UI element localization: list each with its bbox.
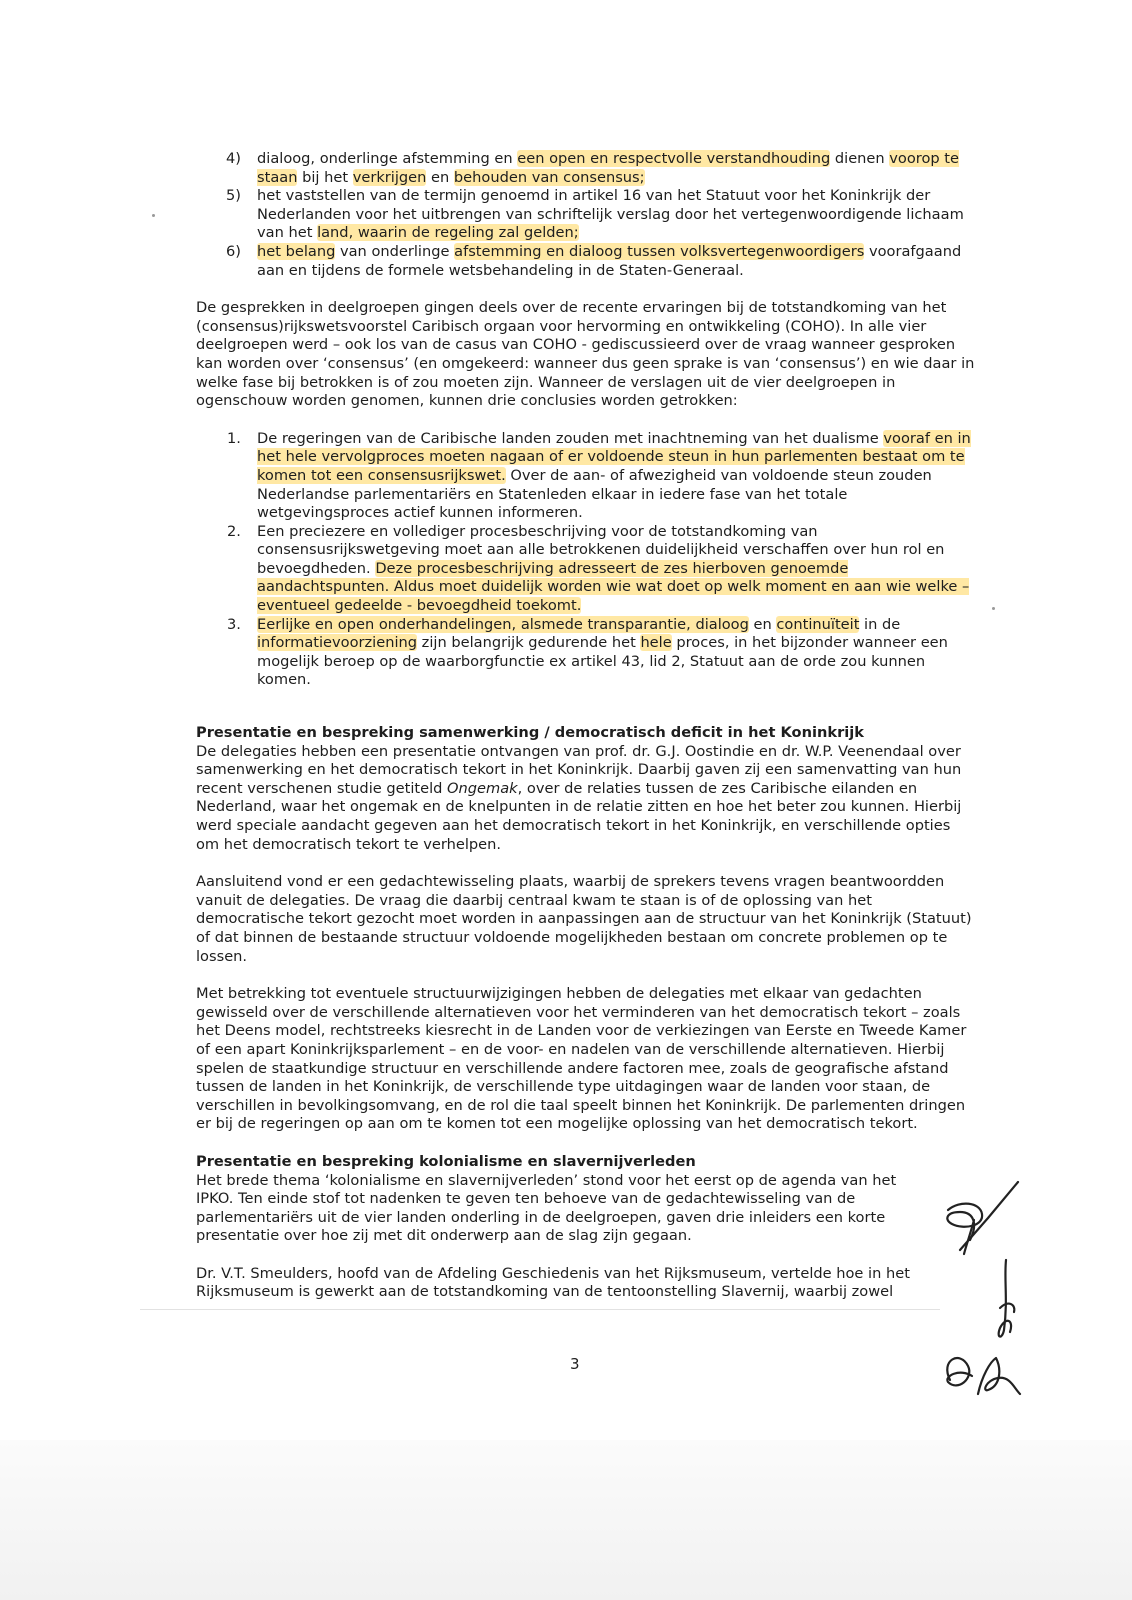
text: dienen bbox=[830, 150, 890, 167]
paragraph: Aansluitend vond er een gedachtewisseling plaats, waarbij de sprekers tevens vragen beantwoordden vanuit de delegaties. De vraag die daarbij centraal kwam te staan is of de oplossing van het democratische tekort gezocht moet worden in aanpassingen aan de structuur van het Koninkrijk (Statuut) of dat binnen de bestaande structuur voldoende mogelijkheden bestaan om concrete problemen op te lossen. bbox=[196, 873, 972, 965]
text: Een preciezere en vollediger procesbeschrijving voor de totstandkoming van consensusrijkswetgeving moet aan alle betrokkenen duidelijkheid verschaffen over hun rol en bevoegdheden. bbox=[257, 522, 945, 577]
signature-initials bbox=[930, 1180, 1040, 1410]
highlight: een open en respectvolle verstandhouding bbox=[517, 150, 831, 167]
scan-speck bbox=[992, 607, 995, 610]
highlight: vooraf en in het hele vervolgproces moeten nagaan of er voldoende steun in hun parlementen bestaat om te komen tot een consensusrijkswet. bbox=[257, 429, 971, 484]
list-item bbox=[196, 187, 976, 243]
text: en bbox=[748, 615, 777, 633]
highlight: afstemming en dialoog tussen volksvertegenwoordigers bbox=[454, 242, 865, 260]
highlight: hele bbox=[640, 634, 672, 652]
highlight: het belang bbox=[257, 242, 336, 260]
text: het vaststellen van de termijn genoemd in artikel 16 van het Statuut voor het Koninkrijk der Nederlanden voor het uitbrengen van schriftelijk verslag door het vertegenwoordigende lichaam van het bbox=[257, 187, 964, 242]
list-item bbox=[196, 616, 976, 690]
section-heading: Presentatie en bespreking samenwerking / democratisch deficit in het Koninkrijk bbox=[196, 724, 864, 742]
paragraph: De gesprekken in deelgroepen gingen deels over de recente ervaringen bij de totstandkoming van het (consensus)rijkswetsvoorstel Caribisch orgaan voor hervorming en ontwikkeling (COHO). In alle vier deelgroepen werd – ook los van de casus van COHO - gediscussieerd over de vraag wanneer gesproken kan worden over ‘consensus’ (en omgekeerd: wanneer dus geen sprake is van ‘consensus’) en wie daar in welke fase bij betrokken is of zou moeten zijn. Wanneer de verslagen uit de vier deelgroepen in ogenschouw worden genomen, kunnen drie conclusies worden getrokken: bbox=[196, 299, 975, 410]
text: zijn belangrijk gedurende het bbox=[417, 634, 641, 652]
list-number: 6) bbox=[226, 242, 241, 260]
list-number: 5) bbox=[226, 187, 241, 205]
text: van onderlinge bbox=[335, 242, 455, 260]
list-number: 3. bbox=[227, 615, 241, 633]
list-number: 1. bbox=[227, 429, 241, 447]
list-item bbox=[196, 523, 976, 616]
highlight: continuïteit bbox=[776, 615, 860, 633]
paragraph bbox=[196, 743, 976, 855]
text: proces, in het bijzonder wanneer een mogelijk beroep op de waarborgfunctie ex artikel 43, lid 2, Statuut aan de orde zou kunnen komen. bbox=[257, 634, 948, 689]
highlight: land, waarin de regeling zal gelden; bbox=[317, 224, 579, 242]
document-body bbox=[196, 150, 976, 1302]
highlight: voorop te staan bbox=[257, 150, 960, 186]
text: dialoog, onderlinge afstemming en bbox=[257, 150, 518, 167]
text: en bbox=[426, 168, 454, 186]
text: De regeringen van de Caribische landen zouden met inachtneming van het dualisme bbox=[257, 429, 884, 447]
page-bottom-shade bbox=[0, 1440, 1132, 1600]
section-heading: Presentatie en bespreking kolonialisme en slavernijverleden bbox=[196, 1152, 696, 1170]
highlight: Eerlijke en open onderhandelingen, alsmede transparantie, dialoog bbox=[257, 615, 749, 633]
highlight: Deze procesbeschrijving adresseert de zes hierboven genoemde aandachtspunten. Aldus moet duidelijk worden wie wat doet op welk moment en aan wie welke – eventueel gedeelde - bevoegdheid toekomt. bbox=[257, 559, 970, 615]
paragraph: Het brede thema ‘kolonialisme en slavernijverleden’ stond voor het eerst op de agenda van het IPKO. Ten einde stof tot nadenken te geven ten behoeve van de gedachtewisseling van de parlementariërs uit de vier landen onderling in de deelgroepen, gaven drie inleiders een korte presentatie over hoe zij met dit onderwerp aan de slag zijn gegaan. bbox=[196, 1171, 897, 1245]
highlight: informatievoorziening bbox=[257, 634, 418, 652]
list-item bbox=[196, 150, 976, 187]
list-number: 4) bbox=[226, 150, 241, 167]
text: in de bbox=[859, 615, 901, 633]
highlight: verkrijgen bbox=[352, 168, 427, 186]
text: bij het bbox=[297, 168, 353, 186]
book-title: Ongemak bbox=[447, 779, 518, 797]
text: , over de relaties tussen de zes Caribische eilanden en Nederland, waar het ongemak en de knelpunten in de relatie zitten en hoe het beter zou kunnen. Hierbij werd speciale aandacht gegeven aan het democratisch tekort in het Koninkrijk, en verschillende opties om het democratisch tekort te verhelpen. bbox=[196, 779, 962, 853]
text: Over de aan- of afwezigheid van voldoende steun zouden Nederlandse parlementariërs en Statenleden elkaar in iedere fase van het totale wetgevingsproces actief kunnen informeren. bbox=[257, 466, 932, 522]
scan-line bbox=[140, 1309, 940, 1310]
list-number: 2. bbox=[227, 522, 241, 540]
page-number: 3 bbox=[570, 1355, 580, 1373]
list-item bbox=[196, 430, 976, 523]
list-item bbox=[196, 243, 976, 280]
text: De delegaties hebben een presentatie ontvangen van prof. dr. G.J. Oostindie en dr. W.P. Veenendaal over samenwerking en het democratisch tekort in het Koninkrijk. Daarbij gaven zij een samenvatting van hun recent verschenen studie getiteld bbox=[196, 742, 962, 797]
scan-speck bbox=[152, 214, 155, 217]
paragraph: Dr. V.T. Smeulders, hoofd van de Afdeling Geschiedenis van het Rijksmuseum, vertelde hoe in het Rijksmuseum is gewerkt aan de totstandkoming van de tentoonstelling Slavernij, waarbij zowel bbox=[196, 1264, 910, 1301]
highlight: behouden van consensus; bbox=[453, 168, 645, 186]
paragraph: Met betrekking tot eventuele structuurwijzigingen hebben de delegaties met elkaar van gedachten gewisseld over de verschillende alternatieven voor het verminderen van het democratisch tekort – zoals het Deens model, rechtstreeks kiesrecht in de Landen voor de verkiezingen van Eerste en Tweede Kamer of een apart Koninkrijksparlement – en de voor- en nadelen van de verschillende alternatieven. Hierbij spelen de staatkundige structuur en verschillende andere factoren mee, zoals de geografische afstand tussen de landen in het Koninkrijk, de verschillende type uitdagingen waar de landen voor staan, de verschillen in bevolkingsomvang, en de rol die taal speelt binnen het Koninkrijk. De parlementen dringen er bij de regeringen op aan om te komen tot een mogelijke oplossing van het democratisch tekort. bbox=[196, 985, 967, 1133]
text: voorafgaand aan en tijdens de formele wetsbehandeling in de Staten-Generaal. bbox=[257, 242, 962, 279]
